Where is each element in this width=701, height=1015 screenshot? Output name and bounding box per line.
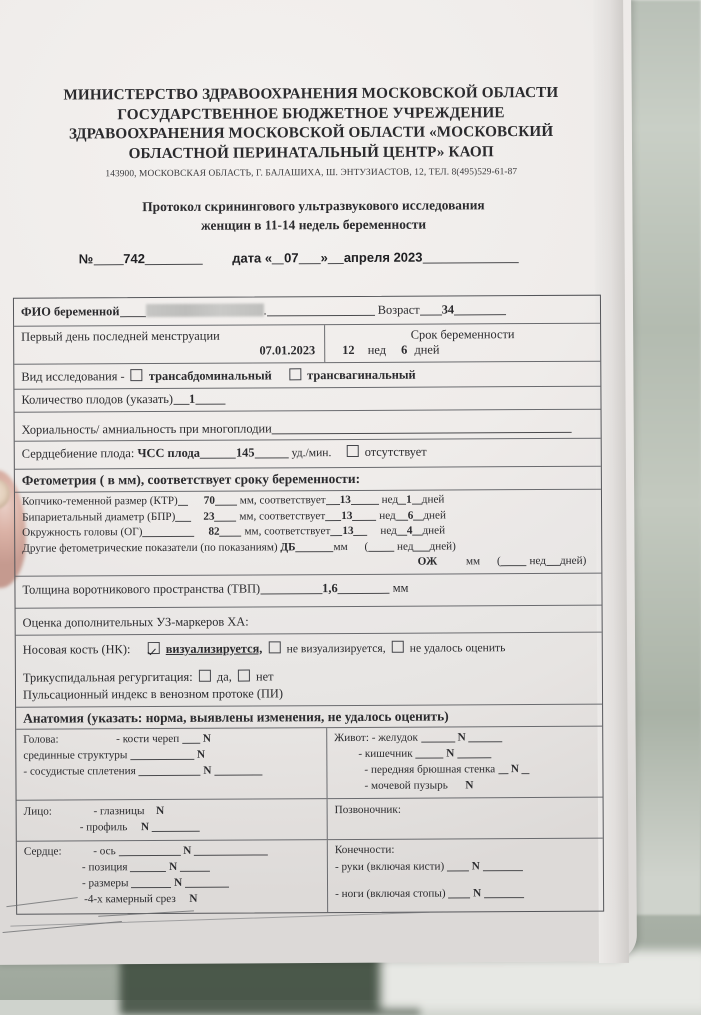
lmp-label: Первый день последней менструации	[21, 328, 220, 344]
bpr-days[interactable]: 6	[407, 509, 414, 522]
anatomy-row	[335, 873, 596, 901]
heart-header: Сердце:	[23, 845, 62, 858]
bpr-label: Бипариетальный диаметр (БПР)	[22, 510, 176, 524]
anatomy-row	[24, 818, 320, 836]
document-title	[28, 195, 598, 236]
checkbox-transvaginal[interactable]	[289, 368, 301, 380]
oj-unit-mm: мм	[465, 555, 481, 568]
fetometry-other-row: ОЖ мм ( нед дней)	[417, 554, 587, 568]
anatomy-block-heart-limbs	[17, 838, 603, 913]
oj-unit-weeks: нед	[529, 554, 546, 568]
face-profile-value[interactable]: N	[140, 820, 150, 833]
anatomy-row	[334, 760, 595, 777]
anatomy-cell-head	[16, 728, 327, 800]
term-days-unit: дней	[414, 342, 440, 357]
anatomy-section-title: Анатомия (указать: норма, выявлены изменения, не удалось оценить)	[16, 704, 602, 729]
abdomen-header: Живот:	[334, 731, 369, 744]
heartbeat-label: Сердцебиение плода:	[21, 446, 135, 461]
nt-value[interactable]: 1,6	[322, 580, 338, 595]
checkbox-transabdominal[interactable]	[131, 369, 143, 381]
anatomy-cell-heart	[17, 840, 328, 914]
patient-name-redacted	[145, 303, 263, 317]
bpr-unit-weeks: нед	[379, 509, 396, 522]
cell-term	[325, 324, 600, 362]
row-study-type	[14, 362, 600, 390]
heart-size-value[interactable]: N	[174, 876, 183, 889]
anatomy-row	[334, 728, 595, 745]
limbs-arms-label: - руки (включая кисти)	[334, 860, 445, 873]
anatomy-cell-face	[17, 799, 328, 841]
og-unit-mm: мм, соответствует	[244, 525, 331, 538]
organization-header	[16, 83, 606, 164]
abdomen-stomach-label: - желудок	[371, 731, 419, 744]
tricuspid-label: Трикуспидальная регургитация:	[22, 669, 193, 685]
org-line-3: ЗДРАВООХРАНЕНИЯ МОСКОВСКОЙ ОБЛАСТИ «МОСКОВСКИЙ	[68, 122, 554, 143]
markers-section-label: Оценка дополнительных УЗ-маркеров ХА:	[22, 614, 249, 630]
fetometry-section-title: Фетометрия ( в мм), соответствует сроку беременности:	[15, 467, 601, 493]
row-nuchal-translucency	[15, 573, 601, 608]
abdomen-bladder-label: - мочевой пузырь	[364, 778, 448, 792]
heartbeat-sub-label: ЧСС плода	[137, 445, 200, 461]
row-lmp-term	[14, 324, 600, 365]
checkbox-nasal-cannot-assess[interactable]	[392, 640, 404, 652]
label-tricuspid-no: нет	[255, 668, 274, 683]
term-weeks-unit: нед	[367, 342, 387, 357]
anatomy-cell-limbs	[328, 838, 603, 911]
abdomen-bowel-label: - кишечник	[358, 747, 413, 760]
ktr-unit-mm: мм, соответствует	[239, 494, 326, 507]
heart-axis-label: - ось	[93, 844, 116, 857]
org-line-1: МИНИСТЕРСТВО ЗДРАВООХРАНЕНИЯ МОСКОВСКОЙ ОБЛАСТИ	[63, 83, 559, 104]
heart-4chamber-label: -4-х камерный срез	[84, 892, 176, 905]
heartbeat-value[interactable]: 145	[235, 445, 255, 460]
db-unit-days: дней)	[429, 539, 456, 553]
og-mm[interactable]: 82	[208, 525, 220, 538]
bpr-mm[interactable]: 23	[203, 510, 215, 523]
lmp-value[interactable]: 07.01.2023	[259, 343, 316, 358]
anatomy-block-face-spine	[17, 797, 603, 841]
other-label: Другие фетометрические показатели (по показаниям)	[22, 540, 278, 555]
anatomy-row	[24, 874, 320, 892]
anatomy-row	[334, 744, 595, 761]
abdomen-wall-value[interactable]: N	[510, 762, 519, 775]
og-weeks[interactable]: 13	[342, 524, 354, 538]
og-label: Окружность головы (ОГ)	[22, 526, 143, 539]
fetometry-rows	[15, 490, 601, 577]
fetus-count-value[interactable]: 1	[188, 391, 196, 406]
anatomy-row	[23, 746, 319, 764]
anatomy-row	[23, 730, 319, 748]
checkbox-nasal-not-visualized[interactable]	[268, 641, 280, 653]
head-midline-label: срединные структуры	[23, 748, 128, 762]
term-label: Срок беременности	[410, 327, 515, 342]
term-weeks[interactable]: 12	[342, 342, 355, 358]
face-orbits-label: - глазницы	[93, 804, 145, 817]
row-patient-name	[14, 296, 600, 327]
label-heartbeat-absent: отсутствует	[364, 444, 427, 459]
anatomy-row	[23, 762, 319, 780]
db-unit-weeks: нед	[396, 540, 414, 553]
label-nasal-not-visualized: не визуализируется,	[286, 641, 386, 655]
checkbox-tricuspid-yes[interactable]	[199, 669, 211, 681]
limbs-legs-label: - ноги (включая стопы)	[335, 887, 446, 900]
nt-label: Толщина воротникового пространства (ТВП)	[22, 580, 261, 597]
doc-title-line-2: женщин в 11-14 недель беременности	[200, 216, 427, 233]
oj-abbr: ОЖ	[417, 555, 438, 568]
row-pulsatility-index	[16, 683, 602, 707]
cell-lmp	[14, 325, 325, 364]
anatomy-row	[24, 842, 320, 860]
bpr-unit-mm: мм, соответствует	[239, 509, 326, 523]
heart-size-label: - размеры	[81, 876, 129, 889]
heart-axis-value[interactable]: N	[183, 844, 192, 857]
head-header: Голова:	[23, 733, 59, 746]
anatomy-row	[24, 858, 320, 876]
anatomy-cell-spine	[328, 797, 603, 838]
label-nasal-visualized: визуализируется,	[165, 640, 263, 656]
row-markers-label	[16, 605, 602, 635]
pi-label: Пульсационный индекс в венозном протоке (ПИ)	[22, 685, 284, 702]
head-skull-value[interactable]: N	[202, 732, 211, 745]
abdomen-bowel-value[interactable]: N	[446, 746, 455, 760]
term-days[interactable]: 6	[401, 342, 408, 357]
fetometry-other-row: Другие фетометрические показатели (по показаниям) ДБ мм ( нед дней)	[22, 539, 456, 555]
label-transvaginal: трансвагинальный	[307, 367, 416, 383]
anatomy-row	[334, 776, 595, 793]
anatomy-row	[335, 856, 596, 874]
face-header: Лицо:	[23, 805, 52, 818]
heartbeat-unit: уд./мин.	[291, 446, 332, 460]
ktr-days[interactable]: 1	[406, 493, 412, 506]
limbs-legs-value[interactable]: N	[473, 886, 482, 899]
ktr-weeks[interactable]: 13	[339, 493, 351, 507]
row-tricuspid	[16, 659, 602, 686]
db-abbr: ДБ	[280, 540, 296, 553]
document-number-date-line	[79, 249, 559, 267]
heart-position-value[interactable]: N	[169, 860, 178, 873]
row-heartbeat	[15, 439, 601, 470]
date-quote-close: »	[320, 250, 328, 266]
organization-address: 143900, МОСКОВСКАЯ ОБЛАСТЬ, Г. БАЛАШИХА, Ш. ЭНТУЗИАСТОВ, 12, ТЕЛ. 8(495)529-61-87	[105, 167, 518, 180]
number-value[interactable]: 742	[123, 251, 145, 267]
bpr-weeks[interactable]: 13	[341, 509, 353, 522]
sheet-fold-line	[10, 912, 430, 927]
age-label: Возраст	[377, 302, 420, 317]
date-day[interactable]: 07	[284, 250, 299, 266]
ktr-unit-days: дней	[421, 493, 445, 506]
date-label: дата «	[232, 250, 273, 266]
name-label: ФИО беременной	[20, 304, 120, 319]
row-nasal-bone	[16, 632, 602, 662]
org-line-2: ГОСУДАРСТВЕННОЕ БЮДЖЕТНОЕ УЧРЕЖДЕНИЕ	[117, 103, 505, 123]
heart-position-label: - позиция	[81, 860, 128, 873]
heart-4chamber-value[interactable]: N	[189, 892, 198, 905]
row-chorionicity	[15, 410, 601, 442]
nt-unit: мм	[392, 580, 409, 595]
date-year[interactable]: 2023	[393, 249, 423, 265]
oj-unit-days: дней)	[559, 554, 587, 567]
abdomen-stomach-value[interactable]: N	[457, 730, 466, 743]
label-tricuspid-yes: да,	[216, 669, 232, 684]
name-suffix: .	[263, 303, 267, 318]
ktr-unit-weeks: нед	[381, 493, 399, 506]
head-skull-label: - кости череп	[116, 732, 180, 745]
anatomy-row	[24, 802, 320, 820]
nasal-bone-label: Носовая кость (НК):	[22, 641, 131, 657]
limbs-header: Конечности:	[334, 843, 395, 856]
label-transabdominal: трансабдоминальный	[148, 368, 272, 384]
fetus-count-label: Количество плодов (указать)	[21, 391, 174, 407]
og-days[interactable]: 4	[406, 524, 413, 537]
chorionicity-label: Хориальность/ амниальность при многоплодии	[21, 421, 272, 437]
face-profile-label: - профиль	[79, 820, 128, 833]
abdomen-bladder-value[interactable]: N	[465, 778, 474, 791]
anatomy-block-head-abdomen	[16, 726, 602, 800]
checkbox-tricuspid-no[interactable]	[238, 669, 250, 681]
date-month[interactable]: апреля	[343, 249, 390, 266]
head-plexus-label: - сосудистые сплетения	[23, 764, 136, 778]
ktr-mm[interactable]: 70	[203, 494, 215, 507]
db-unit-mm: мм	[333, 540, 348, 553]
head-plexus-value[interactable]: N	[203, 764, 212, 777]
limbs-arms-value[interactable]: N	[471, 859, 480, 872]
org-line-4: ОБЛАСТНОЙ ПЕРИНАТАЛЬНЫЙ ЦЕНТР» КАОП	[128, 142, 494, 162]
og-unit-days: дней	[422, 524, 446, 537]
term-values	[332, 342, 593, 358]
abdomen-wall-label: - передняя брюшная стенка	[364, 762, 496, 776]
anatomy-cell-abdomen	[327, 726, 602, 797]
checkbox-heartbeat-absent[interactable]	[347, 445, 359, 457]
row-fetus-count	[14, 387, 600, 413]
doc-title-line-1: Протокол скринингового ультразвукового исследования	[142, 197, 485, 215]
checkbox-nasal-visualized[interactable]	[148, 642, 160, 654]
number-label: №	[78, 251, 94, 267]
label-nasal-cannot-assess: не удалось оценить	[409, 640, 506, 655]
face-orbits-value[interactable]: N	[156, 804, 165, 817]
ktr-label: Копчико-теменной размер (КТР)	[21, 494, 178, 508]
head-midline-value[interactable]: N	[196, 748, 206, 761]
study-type-label: Вид исследования -	[21, 369, 125, 384]
age-value[interactable]: 34	[441, 302, 455, 317]
og-unit-weeks: нед	[380, 524, 397, 537]
bpr-unit-days: дней	[423, 509, 447, 522]
protocol-table	[13, 295, 604, 915]
spine-header: Позвоночник:	[334, 803, 401, 816]
